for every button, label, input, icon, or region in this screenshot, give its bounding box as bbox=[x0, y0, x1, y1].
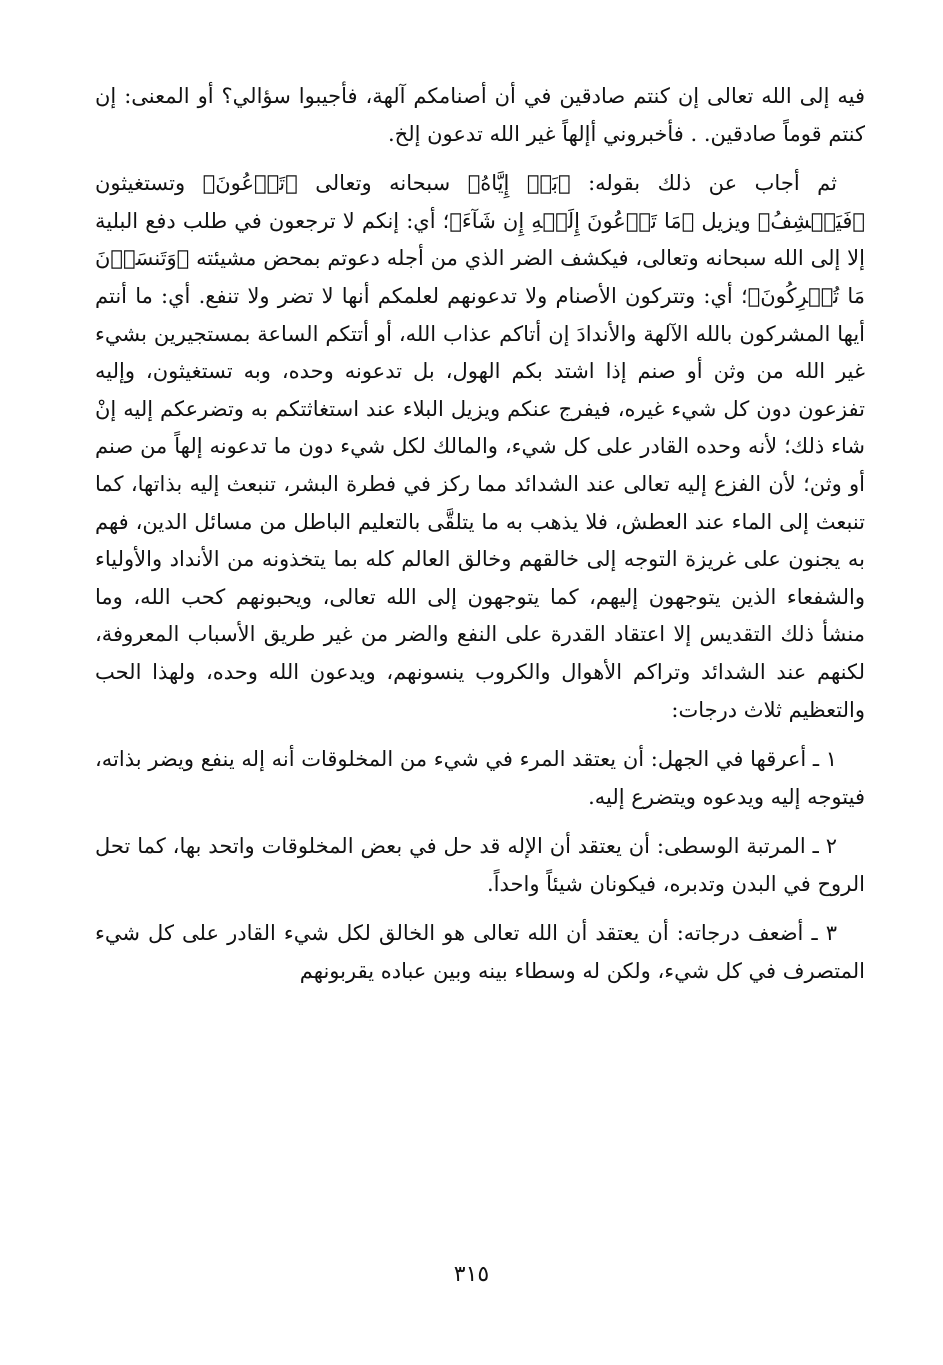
list-item-degree-1: ١ ـ أعرقها في الجهل: أن يعتقد المرء في شيء من المخلوقات أنه إله ينفع ويضر بذاته، فيتوجه إليه ويدعوه ويتضرع إليه. bbox=[95, 747, 865, 809]
page-number: ٣١٥ bbox=[453, 1262, 490, 1287]
page-body bbox=[95, 78, 865, 991]
list-item-degree-3: ٣ ـ أضعف درجاته: أن يعتقد أن الله تعالى هو الخالق لكل شيء القادر على كل شيء المتصرف في كل شيء، ولكن له وسطاء بينه وبين عباده يقربونهم bbox=[95, 921, 865, 984]
paragraph-intro: فيه إلى الله تعالى إن كنتم صادقين في أن أصنامكم آلهة، فأجيبوا سؤالي؟ أو المعنى: إن كنتم قوماً صادقين. . فأخبروني أإلهاً غير الله تدعون إلخ. bbox=[95, 84, 865, 146]
paragraph-main: ثم أجاب عن ذلك بقوله: ﴿بَلۡ إِيَّاهُ﴾ سبحانه وتعالى ﴿تَدۡعُونَ﴾ وتستغيثون ﴿فَيَكۡشِفُ﴾ ويزيل ﴿مَا تَدۡعُونَ إِلَيۡهِ إِن شَآءَ﴾؛ أي: إنكم لا ترجعون في طلب دفع البلية إلا إلى الله سبحانه وتعالى، فيكشف الضر الذي من أجله دعوتم بمحض مشيئته ﴿وَتَنسَوۡنَ مَا تُشۡرِكُونَ﴾؛ أي: وتتركون الأصنام ولا تدعونهم لعلمكم أنها لا تضر ولا تنفع. أي: ما أنتم أيها المشركون بالله الآلهة والأندادَ إن أتاكم عذاب الله، أو أتتكم الساعة بمستجيرين بشيء غير الله من وثن أو صنم إذا اشتد بكم الهول، بل تدعونه وحده، وبه تستغيثون، وإليه تفزعون دون كل شيء غيره، فيفرج عنكم ويزيل البلاء عند استغاثتكم به وتضرعكم إليه إنْ شاء ذلك؛ لأنه وحده القادر على كل شيء، والمالك لكل شيء دون ما تدعونه إلهاً من صنم أو وثن؛ لأن الفزع إليه تعالى عند الشدائد مما ركز في فطرة البشر، تنبعث إليه بذاتها، كما تنبعث إلى الماء عند العطش، فلا يذهب به ما يتلقَّى بالتعليم الباطل من مسائل الدين، فهم به يجنون على غريزة التوجه إلى خالقهم وخالق العالم كله بما يتخذونه من الأنداد والأولياء والشفعاء الذين يتوجهون إليهم، كما يتوجهون إلى الله تعالى، ويحبونهم كحب الله، وما منشأ ذلك التقديس إلا اعتقاد القدرة على النفع والضر من غير طريق الأسباب المعروفة، لكنهم عند الشدائد وتراكم الأهوال والكروب ينسونهم، ويدعون الله وحده، ولهذا الحب والتعظيم ثلاث درجات: bbox=[95, 171, 865, 722]
list-item-degree-2: ٢ ـ المرتبة الوسطى: أن يعتقد أن الإله قد حل في بعض المخلوقات واتحد بها، كما تحل الروح في البدن وتدبره، فيكونان شيئاً واحداً. bbox=[95, 834, 865, 896]
